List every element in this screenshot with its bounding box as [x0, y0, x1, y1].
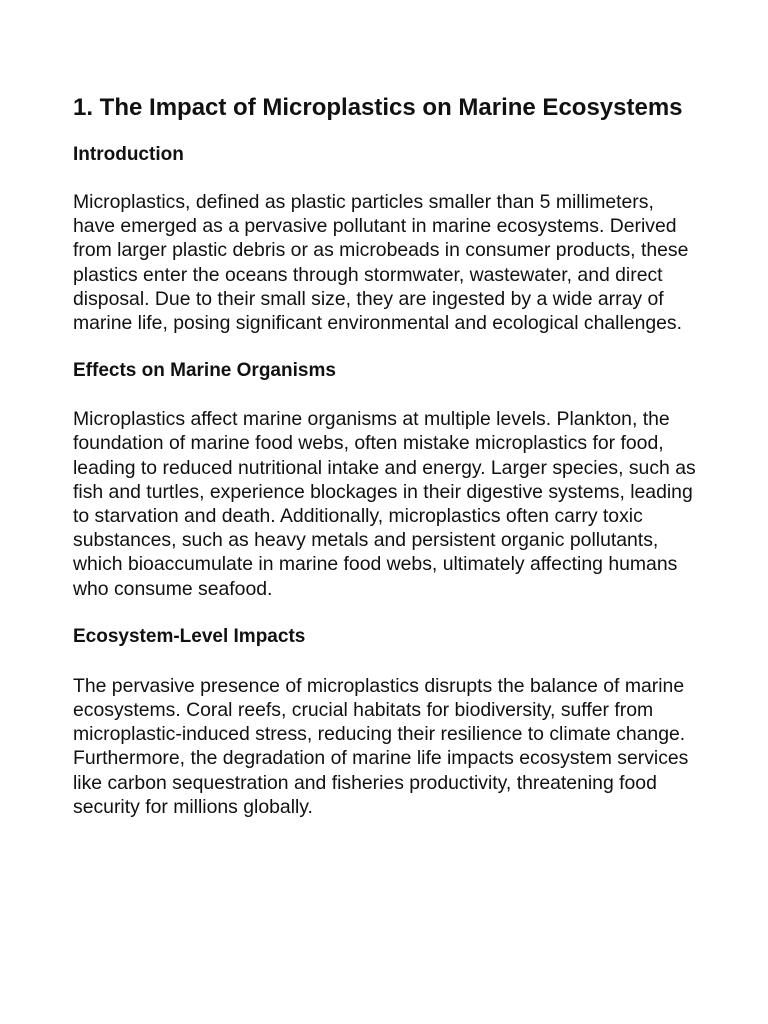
section-introduction [73, 142, 698, 335]
section-heading-introduction: Introduction [73, 144, 184, 165]
section-heading-ecosystem-level-impacts: Ecosystem-Level Impacts [73, 625, 306, 647]
section-effects-on-marine-organisms [73, 358, 698, 601]
section-heading-effects-on-marine-organisms: Effects on Marine Organisms [73, 360, 336, 382]
paragraph-introduction: Microplastics, defined as plastic particles smaller than 5 millimeters, have emerged as a pervasive pollutant in marine ecosystems. Derived from larger plastic debris or as microbeads in consumer products, these plastics enter the oceans through stormwater, wastewater, and direct disposal. Due to their small size, they are ingested by a wide array of marine life, posing significant environmental and ecological challenges. [73, 191, 689, 335]
paragraph-ecosystem-level-impacts: The pervasive presence of microplastics disrupts the balance of marine ecosystems. Coral reefs, crucial habitats for biodiversity, suffer from microplastic-induced stress, reducing their resilience to climate change. Furthermore, the degradation of marine life impacts ecosystem services like carbon sequestration and fisheries productivity, threatening food security for millions globally. [73, 674, 689, 818]
document-title: 1. The Impact of Microplastics on Marine Ecosystems [73, 94, 683, 121]
paragraph-effects-on-marine-organisms: Microplastics affect marine organisms at multiple levels. Plankton, the foundation of marine food webs, often mistake microplastics for food, leading to reduced nutritional intake and energy. Larger species, such as fish and turtles, experience blockages in their digestive systems, leading to starvation and death. Additionally, microplastics often carry toxic substances, such as heavy metals and persistent organic pollutants, which bioaccumulate in marine food webs, ultimately affecting humans who consume seafood. [73, 408, 696, 600]
section-ecosystem-level-impacts [73, 624, 698, 819]
